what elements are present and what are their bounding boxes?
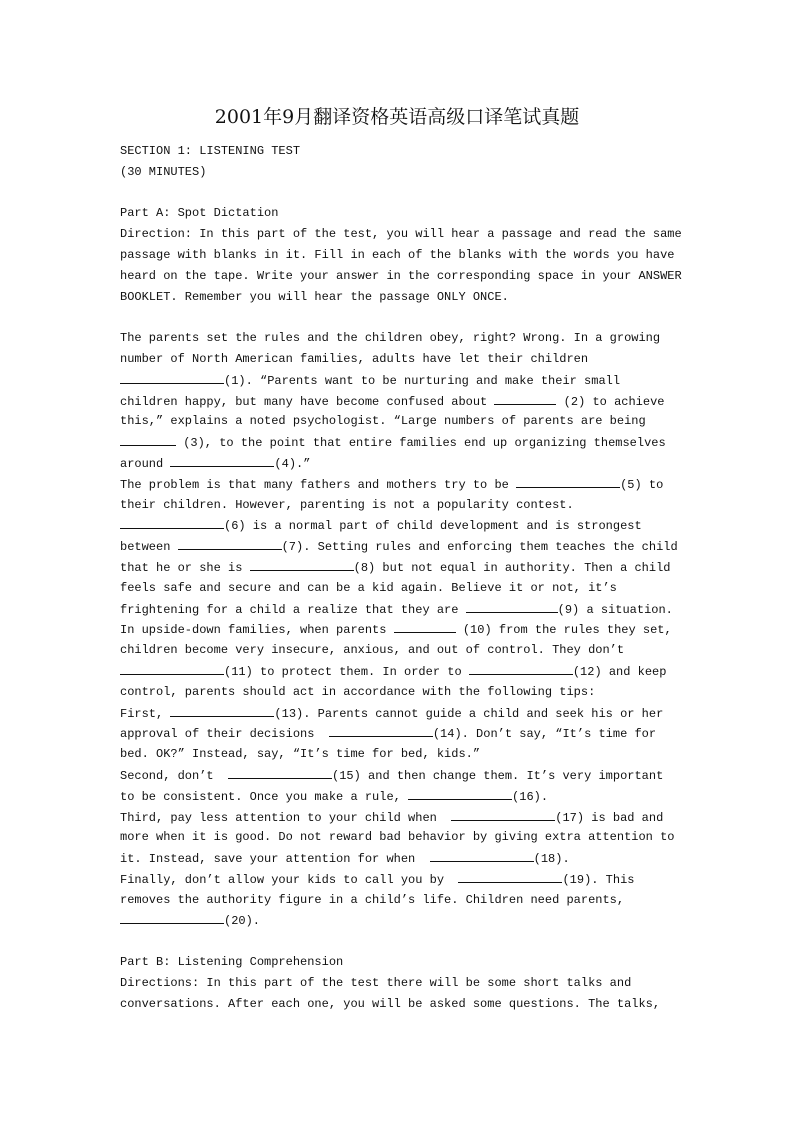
answer-blank-17[interactable]	[451, 807, 555, 821]
answer-blank-2[interactable]	[494, 391, 556, 405]
passage-line: (6) is a normal part of child development and is strongest	[120, 515, 680, 536]
answer-blank-15[interactable]	[228, 765, 332, 779]
part-a-direction-line: passage with blanks in it. Fill in each of the blanks with the words you have	[120, 247, 675, 262]
answer-blank-5[interactable]	[516, 474, 620, 488]
answer-blank-19[interactable]	[458, 869, 562, 883]
answer-blank-16[interactable]	[408, 786, 512, 800]
part-b-direction-line: Directions: In this part of the test there will be some short talks and	[120, 975, 632, 990]
answer-blank-10[interactable]	[394, 619, 456, 633]
passage-line: approval of their decisions (14). Don’t say, “It’s time for	[120, 723, 680, 744]
answer-blank-14[interactable]	[329, 723, 433, 737]
part-b-direction-line: conversations. After each one, you will be asked some questions. The talks,	[120, 996, 661, 1011]
passage-line: to be consistent. Once you make a rule, (16).	[120, 786, 680, 807]
passage-line: that he or she is (8) but not equal in authority. Then a child	[120, 557, 680, 578]
passage-line: Third, pay less attention to your child when (17) is bad and	[120, 807, 680, 828]
passage-line: number of North American families, adults have let their children	[120, 351, 589, 366]
answer-blank-3[interactable]	[120, 432, 176, 446]
answer-blank-6[interactable]	[120, 515, 224, 529]
answer-blank-20[interactable]	[120, 910, 224, 924]
passage-line: (11) to protect them. In order to (12) and keep	[120, 661, 680, 682]
passage-line: (1). “Parents want to be nurturing and make their small	[120, 370, 680, 391]
passage-line: more when it is good. Do not reward bad behavior by giving extra attention to	[120, 830, 675, 845]
passage-line: it. Instead, save your attention for when (18).	[120, 848, 680, 869]
passage-line: feels safe and secure and can be a kid again. Believe it or not, it’s	[120, 580, 617, 595]
passage-line: The parents set the rules and the children obey, right? Wrong. In a growing	[120, 331, 661, 346]
passage-line: removes the authority figure in a child’s life. Children need parents,	[120, 892, 625, 907]
answer-blank-7[interactable]	[178, 536, 282, 550]
part-a-heading: Part A: Spot Dictation	[120, 206, 279, 221]
section-duration: (30 MINUTES)	[120, 164, 207, 179]
passage-line: In upside-down families, when parents (10) from the rules they set,	[120, 619, 680, 640]
answer-blank-9[interactable]	[466, 599, 558, 613]
answer-blank-12[interactable]	[469, 661, 573, 675]
passage-line: this,” explains a noted psychologist. “Large numbers of parents are being	[120, 414, 646, 429]
passage-line: (3), to the point that entire families end up organizing themselves	[120, 432, 680, 453]
passage-line: Second, don’t (15) and then change them. It’s very important	[120, 765, 680, 786]
passage-line: First, (13). Parents cannot guide a child and seek his or her	[120, 703, 680, 724]
answer-blank-18[interactable]	[430, 848, 534, 862]
answer-blank-4[interactable]	[170, 453, 274, 467]
passage-line: bed. OK?” Instead, say, “It’s time for bed, kids.”	[120, 747, 481, 762]
passage-line: (20).	[120, 910, 680, 931]
answer-blank-1[interactable]	[120, 370, 224, 384]
passage-line: around (4).”	[120, 453, 680, 474]
passage-line: between (7). Setting rules and enforcing them teaches the child	[120, 536, 680, 557]
answer-blank-13[interactable]	[170, 703, 274, 717]
passage-line: The problem is that many fathers and mothers try to be (5) to	[120, 474, 680, 495]
spacer	[120, 931, 680, 952]
spacer	[120, 183, 680, 204]
passage-line: frightening for a child a realize that they are (9) a situation.	[120, 599, 680, 620]
passage-line: control, parents should act in accordance with the following tips:	[120, 684, 596, 699]
answer-blank-11[interactable]	[120, 661, 224, 675]
section-heading: SECTION 1: LISTENING TEST	[120, 144, 301, 158]
passage-line: their children. However, parenting is not a popularity contest.	[120, 497, 574, 512]
passage-line: children become very insecure, anxious, and out of control. They don’t	[120, 643, 625, 658]
spacer	[120, 307, 680, 328]
answer-blank-8[interactable]	[250, 557, 354, 571]
part-a-direction-line: BOOKLET. Remember you will hear the passage ONLY ONCE.	[120, 289, 509, 304]
document-title: 2001年9月翻译资格英语高级口译笔试真题	[214, 106, 580, 128]
document-body	[120, 141, 680, 1014]
part-a-direction-line: heard on the tape. Write your answer in the corresponding space in your ANSWER	[120, 268, 682, 283]
part-b-heading: Part B: Listening Comprehension	[120, 955, 344, 970]
passage-line: Finally, don’t allow your kids to call you by (19). This	[120, 869, 680, 890]
part-a-direction-line: Direction: In this part of the test, you will hear a passage and read the same	[120, 227, 682, 242]
passage-line: children happy, but many have become confused about (2) to achieve	[120, 391, 680, 412]
